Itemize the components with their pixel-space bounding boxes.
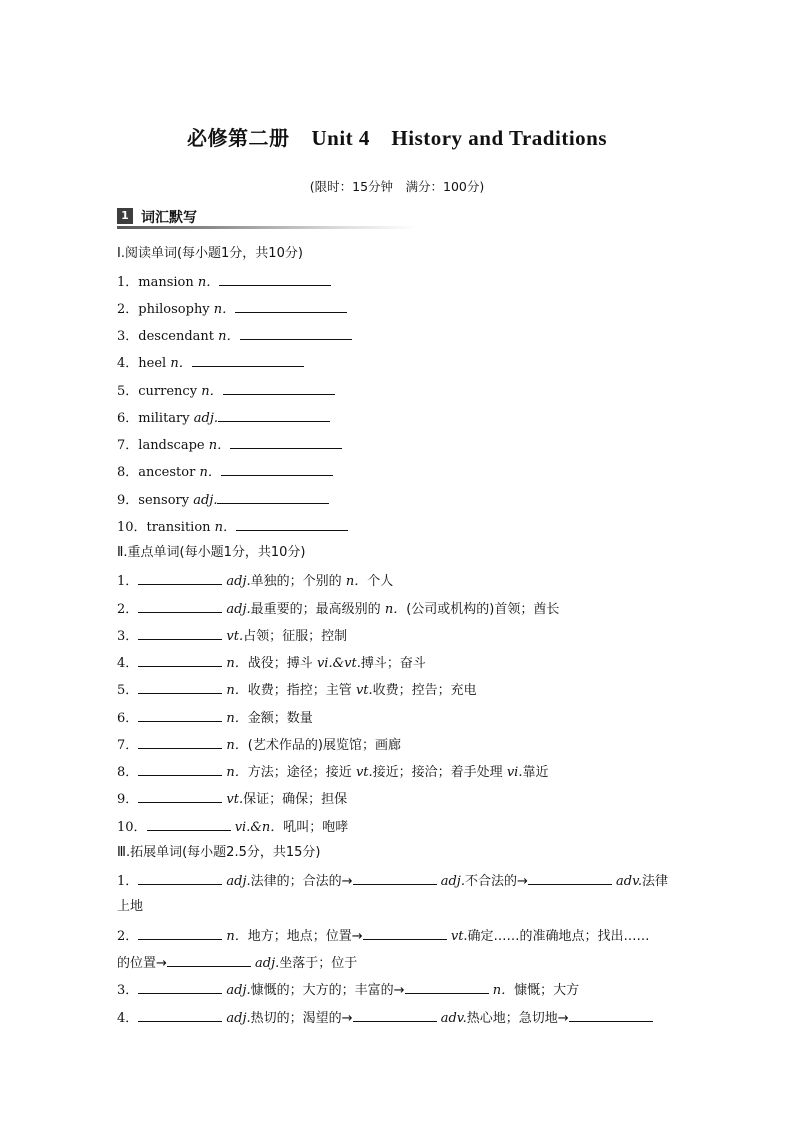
answer-blank[interactable] xyxy=(138,708,222,722)
section-header-vocabulary xyxy=(117,207,417,227)
answer-blank[interactable] xyxy=(138,626,222,640)
answer-blank[interactable] xyxy=(138,735,222,749)
part3-item: 3． adj.慷慨的；大方的；丰富的→ n．慷慨；大方 xyxy=(117,980,579,1000)
answer-blank[interactable] xyxy=(223,381,335,395)
part1-item: 4．heel n． xyxy=(117,353,304,373)
part1-item: 1．mansion n． xyxy=(117,272,331,292)
answer-blank[interactable] xyxy=(221,462,333,476)
answer-blank[interactable] xyxy=(167,953,251,967)
answer-blank[interactable] xyxy=(138,653,222,667)
part1-item: 8．ancestor n． xyxy=(117,462,333,482)
part2-item: 9． vt.保证；确保；担保 xyxy=(117,789,347,809)
answer-blank[interactable] xyxy=(219,272,331,286)
answer-blank[interactable] xyxy=(147,817,231,831)
part2-item: 3． vt.占领；征服；控制 xyxy=(117,626,347,646)
answer-blank[interactable] xyxy=(353,871,437,885)
part3-item: 1． adj.法律的；合法的→ adj.不合法的→ adv.法律 xyxy=(117,871,668,891)
section-title: 词汇默写 xyxy=(141,210,197,226)
part2-heading: Ⅱ.重点单词(每小题1分，共10分) xyxy=(117,545,306,560)
part1-item: 3．descendant n． xyxy=(117,326,352,346)
answer-blank[interactable] xyxy=(192,353,304,367)
title-chinese: 必修第二册 xyxy=(186,126,290,150)
answer-blank[interactable] xyxy=(138,980,222,994)
part2-item: 4． n．战役；搏斗 vi.&vt.搏斗；奋斗 xyxy=(117,653,426,673)
part3-item: 2． n．地方；地点；位置→ vt.确定……的准确地点；找出…… xyxy=(117,926,650,946)
answer-blank[interactable] xyxy=(528,871,612,885)
answer-blank[interactable] xyxy=(218,408,330,422)
answer-blank[interactable] xyxy=(138,571,222,585)
part3-item-continuation: 上地 xyxy=(117,899,144,914)
part2-item: 2． adj.最重要的；最高级别的 n．(公司或机构的)首领；酋长 xyxy=(117,599,559,619)
part3-item-continuation: 的位置→ adj.坐落于；位于 xyxy=(117,953,357,973)
answer-blank[interactable] xyxy=(217,490,329,504)
title-english: Unit 4 History and Traditions xyxy=(311,126,608,150)
answer-blank[interactable] xyxy=(235,299,347,313)
part1-item: 9．sensory adj. xyxy=(117,490,329,510)
answer-blank[interactable] xyxy=(363,926,447,940)
answer-blank[interactable] xyxy=(240,326,352,340)
part1-item: 6．military adj. xyxy=(117,408,330,428)
part1-item: 5．currency n． xyxy=(117,381,335,401)
answer-blank[interactable] xyxy=(230,435,342,449)
answer-blank[interactable] xyxy=(138,926,222,940)
part2-item: 7． n．(艺术作品的)展览馆；画廊 xyxy=(117,735,401,755)
answer-blank[interactable] xyxy=(236,517,348,531)
part1-heading: Ⅰ.阅读单词(每小题1分，共10分) xyxy=(117,246,303,261)
page-title xyxy=(0,122,794,152)
part2-item: 10． vi.&n．吼叫；咆哮 xyxy=(117,817,348,837)
answer-blank[interactable] xyxy=(405,980,489,994)
answer-blank[interactable] xyxy=(569,1008,653,1022)
part2-item: 5． n．收费；指控；主管 vt.收费；控告；充电 xyxy=(117,680,477,700)
part1-item: 7．landscape n． xyxy=(117,435,342,455)
part2-item: 6． n．金额；数量 xyxy=(117,708,313,728)
answer-blank[interactable] xyxy=(138,871,222,885)
answer-blank[interactable] xyxy=(353,1008,437,1022)
part3-heading: Ⅲ.拓展单词(每小题2.5分，共15分) xyxy=(117,845,321,860)
part2-item: 8． n．方法；途径；接近 vt.接近；接洽；着手处理 vi.靠近 xyxy=(117,762,548,782)
answer-blank[interactable] xyxy=(138,599,222,613)
section-underline xyxy=(117,226,417,229)
answer-blank[interactable] xyxy=(138,1008,222,1022)
answer-blank[interactable] xyxy=(138,762,222,776)
part2-item: 1． adj.单独的；个别的 n．个人 xyxy=(117,571,393,591)
part1-item: 2．philosophy n． xyxy=(117,299,347,319)
part3-item: 4． adj.热切的；渴望的→ adv.热心地；急切地→ xyxy=(117,1008,653,1028)
part1-item: 10．transition n． xyxy=(117,517,348,537)
section-number-badge: 1 xyxy=(117,208,133,224)
time-limit-info: (限时：15分钟 满分：100分) xyxy=(309,179,485,194)
answer-blank[interactable] xyxy=(138,680,222,694)
answer-blank[interactable] xyxy=(138,789,222,803)
